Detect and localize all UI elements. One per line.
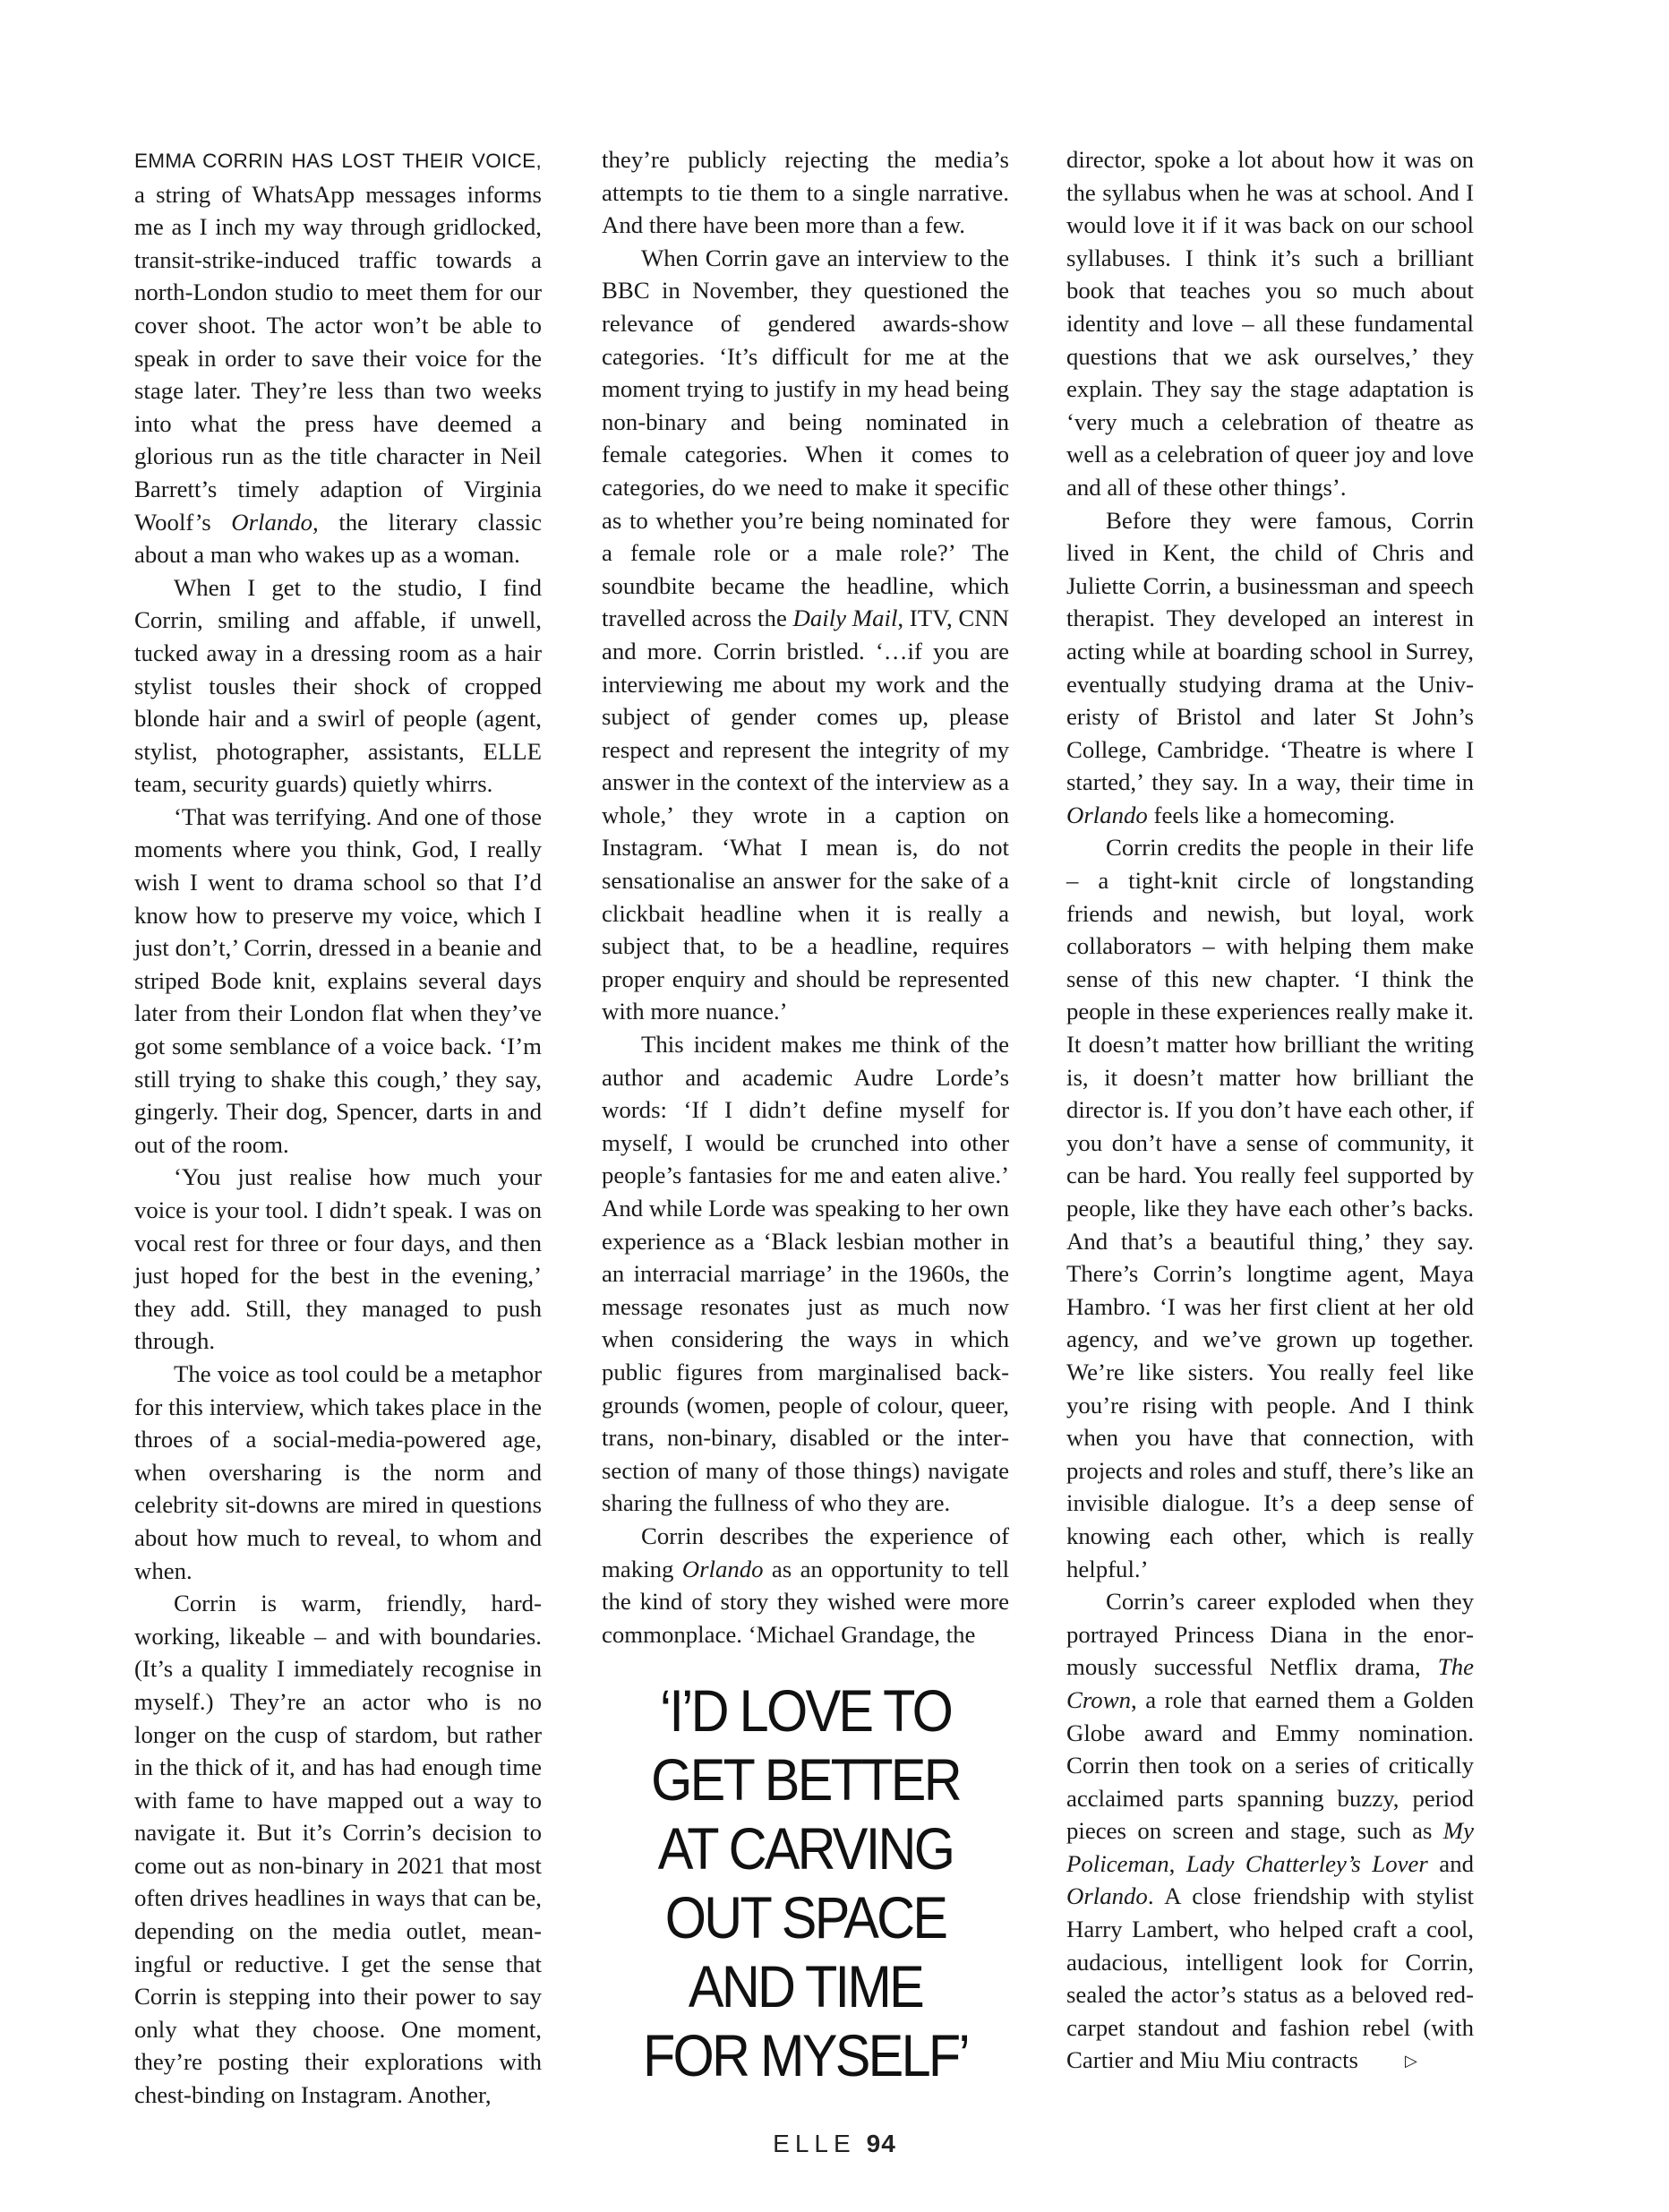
pull-quote-line: GET BETTER xyxy=(651,1746,960,1813)
paragraph: The voice as tool could be a metaphor for this interview, which takes place in the throes of a social-media-powered age, when oversharing is the norm and celebrity sit-downs are mired in questions about how much to reveal, to whom and when. xyxy=(134,1359,542,1584)
text: , xyxy=(1168,1849,1186,1877)
article-column-3 xyxy=(1066,143,1474,2078)
paragraph: ‘That was terrifying. And one of those moments where you think, God, I really wish I went to drama school so that I’d know how to preserve my voice, which I just don’t,’ Corrin, dressed in a beanie and striped Bode knit, explains several days later from their London flat when they’ve got some semblance of a voice back. ‘I’m still trying to shake this cough,’ they say, gingerly. Their dog, Spencer, darts in and out of the room. xyxy=(134,802,542,1158)
paragraph: Corrin credits the people in their life – a tight-knit circle of longstanding friends and newish, but loyal, work collaborators – with helping them make sense of this new chapter. ‘I think the people in these experiences really make it. It doesn’t matter how brilliant the writing is, it doesn’t matter how brilliant the director is. If you don’t have each other, if you don’t have a sense of community, it can be hard. You really feel supported by people, like they have each other’s backs. And that’s a beautiful thing,’ they say. There’s Corrin’s longtime agent, Maya Hambro. ‘I was her first client at her old agency, and we’ve grown up together. We’re like sisters. You really feel like you’re rising with people. And I think when you have that connection, with projects and roles and stuff, there’s like an invisible dialogue. It’s a deep sense of knowing each other, which is really helpful.’ xyxy=(1066,834,1474,1582)
text: Corrin’s career exploded when they portrayed Princess Diana in the enormously successful Netflix drama, xyxy=(1066,1588,1474,1681)
text: , a role that earned them a Golden Globe award and Emmy nomination. Corrin then took on a series of critically acclaimed parts spanning buzzy, period pieces on screen and stage, such as xyxy=(1066,1685,1474,1845)
text: the literary classic about a man who wakes up as a woman. xyxy=(134,508,542,569)
pull-quote-line: AT CARVING xyxy=(657,1815,954,1882)
paragraph: This incident makes me think of the author and academic Audre Lorde’s words: ‘If I didn’t define myself for myself, I would be crunched into other people’s fantasies for me and eaten alive.’ And while Lorde was speaking to her own experience as a ‘Black lesbian mother in an interracial marriage’ in the 1960s, the message resonates just as much now when considering the ways in which public figures from marginalised backgrounds (women, people of colour, queer, trans, non-binary, disabled or the intersection of many of those things) navigate sharing the fullness of who they are. xyxy=(602,1031,1009,1517)
italic-title: Orlando xyxy=(1066,801,1148,828)
text: . A close friendship with stylist Harry Lambert, who helped craft a cool, audacious, intelligent look for Corrin, sealed the actor’s status as a beloved red-carpet standout and fashion rebel (with Cartier and Miu Miu contracts xyxy=(1066,1882,1474,2074)
article-column-2 xyxy=(602,143,1009,1650)
italic-title: The Crown xyxy=(1066,1653,1474,1713)
pull-quote-line: AND TIME xyxy=(688,1953,923,2019)
paragraph xyxy=(1066,504,1474,832)
text: , ITV, CNN and more. Corrin bristled. ‘…if you are interviewing me about my work and the subject of gender comes up, please respect and represent the integrity of my answer in the context of the interview as a whole,’ they wrote in a caption on Instagram. ‘What I mean is, do not sensationalise an answer for the sake of a clickbait headline when it is really a subject that, to be a headline, requires proper enquiry and should be represented with more nuance.’ xyxy=(602,604,1009,1025)
article-column-1 xyxy=(134,143,542,2112)
paragraph: they’re publicly rejecting the media’s attempts to tie them to a single narrative. And there have been more than a few. xyxy=(602,146,1009,239)
paragraph xyxy=(602,242,1009,1028)
paragraph xyxy=(134,143,542,571)
pull-quote-line: FOR MYSELF’ xyxy=(642,2022,969,2088)
paragraph: ‘You just realise how much your voice is your tool. I didn’t speak. I was on vocal rest for three or four days, and then just hoped for the best in the evening,’ they add. Still, they managed to push through. xyxy=(134,1163,542,1355)
italic-title: Orlando xyxy=(1066,1882,1148,1910)
lead-in: EMMA CORRIN HAS LOST THEIR VOICE, xyxy=(134,150,542,172)
text: and xyxy=(1427,1849,1474,1877)
page-footer xyxy=(0,2130,1669,2159)
italic-title: My Policeman xyxy=(1066,1817,1474,1877)
text: When Corrin gave an interview to the BBC in November, they questioned the relevance of gendered awards-show categories. ‘It’s difficult for me at the moment trying to justify in my head being non-binary and being nominated in female categories. When it comes to categories, do we need to make it specific as to whether you’re being nominated for a female role or a male role?’ The soundbite became the headline, which travelled across the xyxy=(602,244,1009,632)
text: Corrin describes the experience of making xyxy=(602,1522,1009,1582)
pull-quote-line: OUT SPACE xyxy=(664,1884,946,1951)
italic-title: Orlando xyxy=(681,1555,764,1582)
continue-arrow-icon: ▷ xyxy=(1404,2052,1417,2071)
italic-title: Orlando, xyxy=(231,508,319,536)
page-number: 94 xyxy=(866,2130,896,2157)
paragraph xyxy=(602,1520,1009,1650)
text: feels like a homecoming. xyxy=(1147,801,1395,828)
text: as an opportunity to tell the kind of story they wished were more commonplace. ‘Michael Grandage, the xyxy=(602,1555,1010,1648)
paragraph xyxy=(1066,1585,1474,2078)
pull-quote xyxy=(622,1676,989,2090)
italic-title: Daily Mail xyxy=(792,604,898,632)
paragraph: director, spoke a lot about how it was on the syllabus when he was at school. And I would love it if it was back on our school syllabuses. I think it’s such a brilliant book that teaches you so much about identity and love – all these fundamental questions that we ask ourselves,’ they explain. They say the stage adaptation is ‘very much a celebration of theatre as well as a celebration of queer joy and love and all of these other things’. xyxy=(1066,146,1474,501)
text: a string of WhatsApp messages informs me as I inch my way through gridlocked, transit-strike-induced traffic towards a north-London studio to meet them for our cover shoot. The actor won’t be able to speak in order to save their voice for the stage later. They’re less than two weeks into what the press have deemed a glorious run as the title character in Neil Barrett’s timely adaption of Virginia Woolf’s xyxy=(134,180,542,536)
paragraph: When I get to the studio, I find Corrin, smiling and affable, if unwell, tucked away in a dressing room as a hair stylist tousles their shock of cropped blonde hair and a swirl of people (agent, stylist, photographer, assistants, ELLE team, security guards) quietly whirrs. xyxy=(134,573,542,798)
magazine-brand: ELLE xyxy=(773,2130,856,2157)
paragraph: Corrin is warm, friendly, hardworking, likeable – and with boundaries. (It’s a quality I immediately recognise in myself.) They’re an actor who is no longer on the cusp of stardom, but rather in the thick of it, and has had enough time with fame to have mapped out a way to navigate it. But it’s Corrin’s decision to come out as non-binary in 2021 that most often drives headlines in ways that can be, depending on the media outlet, meaningful or reductive. I get the sense that Corrin is stepping into their power to say only what they choose. One moment, they’re posting their explorations with chest-binding on Instagram. Another, xyxy=(134,1590,542,2109)
pull-quote-line: ‘I’D LOVE TO xyxy=(659,1677,952,1744)
text: Before they were famous, Corrin lived in Kent, the child of Chris and Juliette Corrin, a businessman and speech therapist. They developed an interest in acting while at boarding school in Surrey, eventually studying drama at the Univeristy of Bristol and later St John’s College, Cambridge. ‘Theatre is where I started,’ they say. In a way, their time in xyxy=(1066,506,1474,796)
italic-title: Lady Chatterley’s Lover xyxy=(1185,1849,1428,1877)
